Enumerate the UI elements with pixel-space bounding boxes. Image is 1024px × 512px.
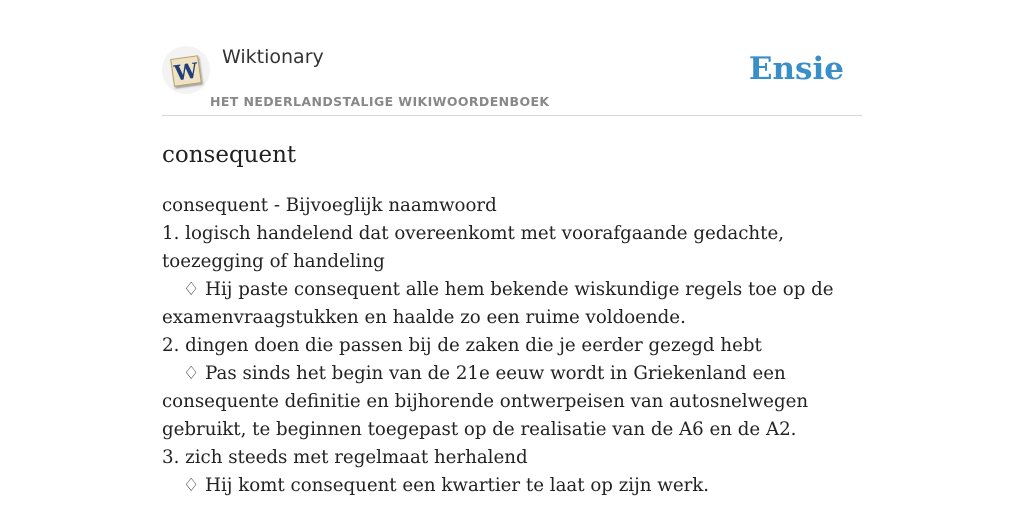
site-header [162,40,862,116]
entry-body [162,192,867,500]
sense-example-3 [162,472,867,500]
sense-definition-3: 3. zich steeds met regelmaat herhalend [162,447,528,468]
sense-example-2 [162,360,867,444]
example-text: Hij paste consequent alle hem bekende wiskundige regels toe op de examenvraagstukken en haalde zo een ruime voldoende. [162,279,834,328]
sense-example-1 [162,276,867,332]
logo-tile: W [170,55,202,87]
example-marker-icon: ♢ [183,475,200,496]
ensie-brand-link[interactable]: Ensie [748,51,844,87]
example-text: Hij komt consequent een kwartier te laat op zijn werk. [205,475,710,496]
wiktionary-logo-icon[interactable] [162,46,210,94]
example-marker-icon: ♢ [183,363,200,384]
site-subtitle: HET NEDERLANDSTALIGE WIKIWOORDENBOEK [210,94,550,109]
sense-definition-2: 2. dingen doen die passen bij de zaken die je eerder gezegd hebt [162,335,762,356]
sense-definition-1: 1. logisch handelend dat overeenkomt met voorafgaande gedachte, toezegging of handeling [162,223,784,272]
example-marker-icon: ♢ [183,279,200,300]
page-title: consequent [162,142,297,168]
part-of-speech-line: consequent - Bijvoeglijk naamwoord [162,195,497,216]
example-text: Pas sinds het begin van de 21e eeuw wordt in Griekenland een consequente definitie en bijhorende ontwerpeisen van autosnelwegen gebruikt, te beginnen toegepast op de realisatie van de A6 en de A2. [162,363,809,440]
site-title[interactable]: Wiktionary [222,46,324,68]
